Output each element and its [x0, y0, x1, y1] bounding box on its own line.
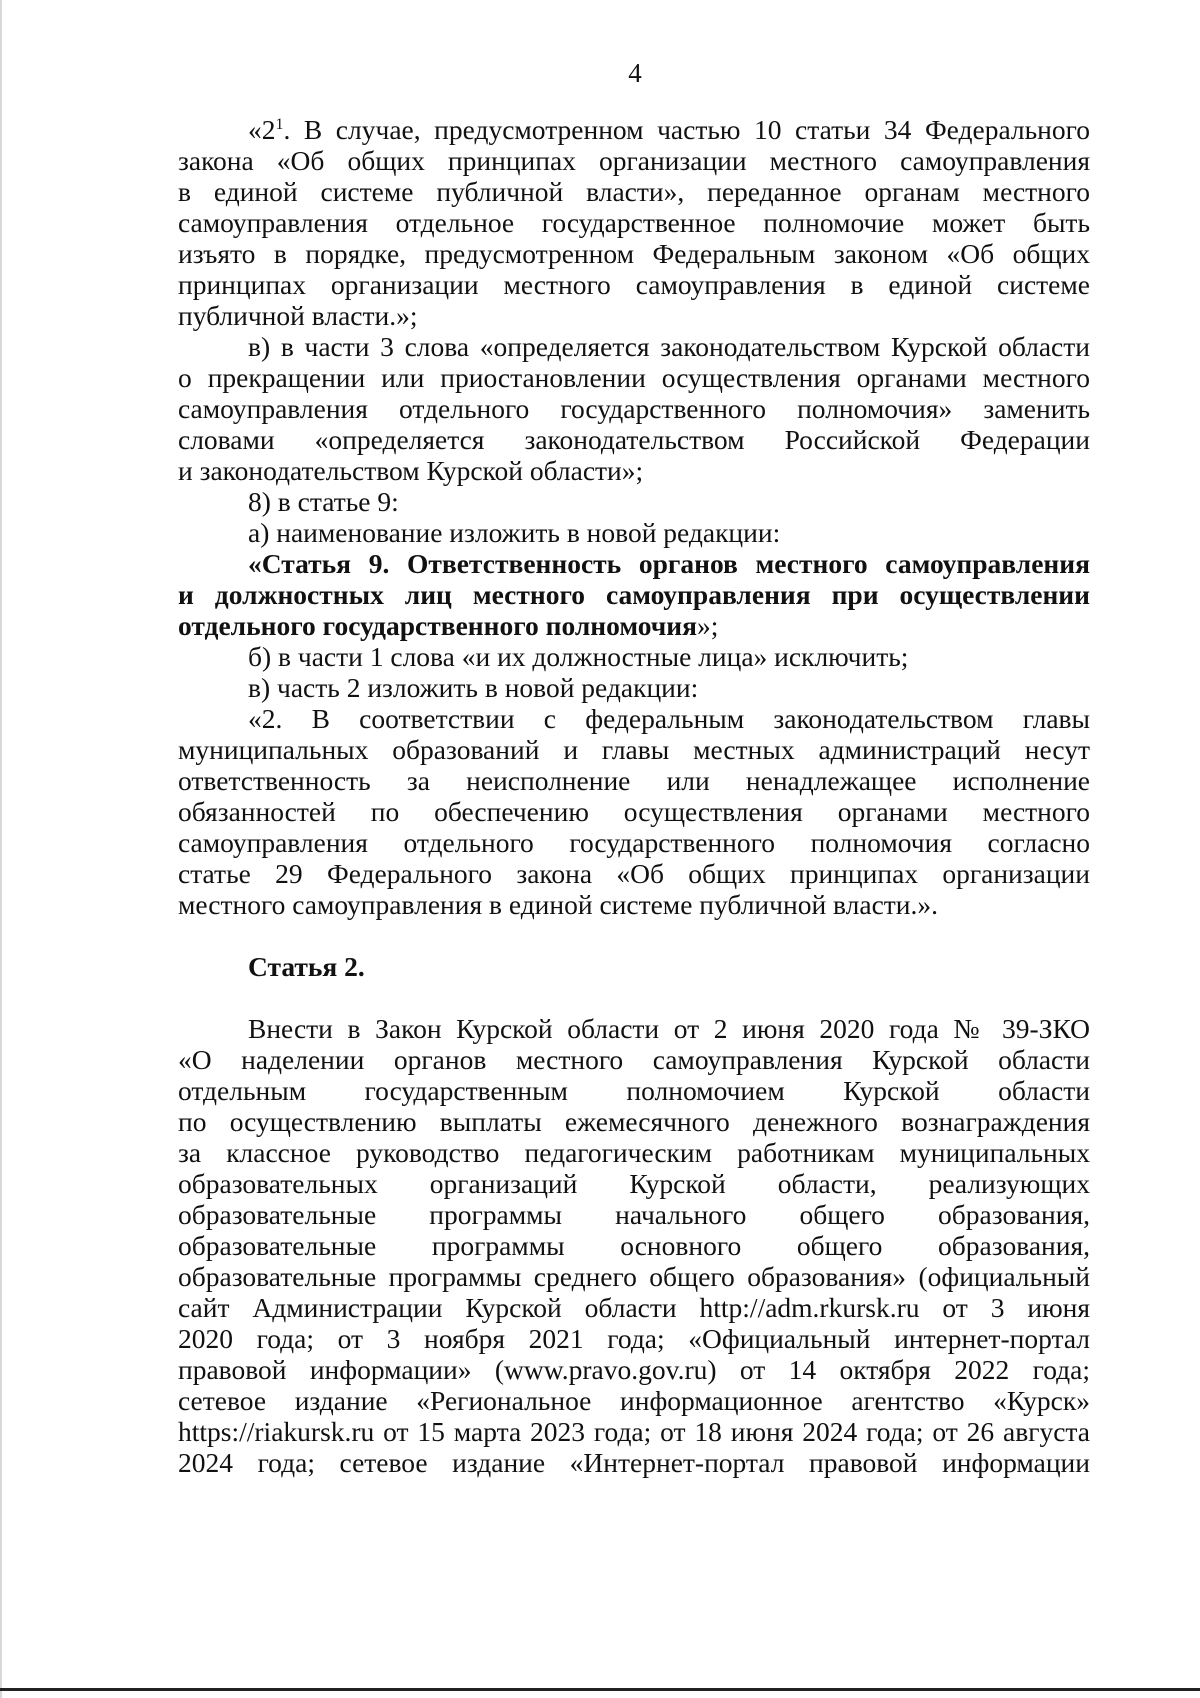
text-line: 2024 года; сетевое издание «Интернет-портал правовой информации [178, 1447, 1090, 1478]
article-heading-line: «Статья 9. Ответственность органов местного самоуправления [248, 548, 1090, 579]
text-line: 8) в статье 9: [248, 486, 399, 517]
text-line: муниципальных образований и главы местных администраций несут [178, 734, 1090, 765]
article-heading-line: отдельного государственного полномочия»; [178, 610, 719, 641]
article-title: Статья 2. [248, 951, 365, 982]
text-line: б) в части 1 слова «и их должностные лица» исключить; [248, 641, 909, 672]
text-line: закона «Об общих принципах организации местного самоуправления [178, 145, 1090, 176]
text-line: образовательных организаций Курской области, реализующих [178, 1168, 1090, 1199]
text-line: в) в части 3 слова «определяется законодательством Курской области [248, 331, 1090, 362]
scan-bottom-edge [0, 1688, 1200, 1691]
text-line: сайт Администрации Курской области http://adm.rkursk.ru от 3 июня [178, 1292, 1090, 1323]
text-line: самоуправления отдельного государственного полномочия согласно [178, 827, 1090, 858]
text-line: отдельным государственным полномочием Курской области [178, 1075, 1090, 1106]
text-line: «$2^1$. В случае, предусмотренном частью 10 статьи 34 Федерального [248, 114, 1090, 145]
text-line: обязанностей по обеспечению осуществления органами местного [178, 796, 1090, 827]
article-heading-line: и должностных лиц местного самоуправления при осуществлении [178, 579, 1090, 610]
scan-edge [0, 0, 2, 1698]
text-line: по осуществлению выплаты ежемесячного денежного вознаграждения [178, 1106, 1090, 1137]
text-line: за классное руководство педагогическим работникам муниципальных [178, 1137, 1090, 1168]
text-line: принципах организации местного самоуправления в единой системе [178, 269, 1090, 300]
text-line: изъято в порядке, предусмотренном Федеральным законом «Об общих [178, 238, 1090, 269]
text-line: образовательные программы основного общего образования, [178, 1230, 1090, 1261]
text-line: «О наделении органов местного самоуправления Курской области [178, 1044, 1090, 1075]
superscript: 1 [275, 115, 284, 133]
text-line: в единой системе публичной власти», переданное органам местного [178, 176, 1090, 207]
text-line: самоуправления отдельное государственное полномочие может быть [178, 207, 1090, 238]
text-line: о прекращении или приостановлении осуществления органами местного [178, 362, 1090, 393]
text-line: а) наименование изложить в новой редакции: [248, 517, 781, 548]
text-line: правовой информации» (www.pravo.gov.ru) от 14 октября 2022 года; [178, 1354, 1090, 1385]
page-number: 4 [628, 58, 642, 88]
text-line: образовательные программы начального общего образования, [178, 1199, 1090, 1230]
text-line: публичной власти.»; [178, 300, 418, 331]
text-line: 2020 года; от 3 ноября 2021 года; «Официальный интернет-портал [178, 1323, 1090, 1354]
text-line: Внести в Закон Курской области от 2 июня 2020 года № 39-ЗКО [248, 1013, 1090, 1044]
text-line: в) часть 2 изложить в новой редакции: [248, 672, 699, 703]
text-line: сетевое издание «Региональное информационное агентство «Курск» [178, 1385, 1090, 1416]
text-line: словами «определяется законодательством Российской Федерации [178, 424, 1090, 455]
text-line: образовательные программы среднего общего образования» (официальный [178, 1261, 1090, 1292]
text-line: статье 29 Федерального закона «Об общих принципах организации [178, 858, 1090, 889]
text-line: местного самоуправления в единой системе публичной власти.». [178, 889, 939, 920]
text-line: и законодательством Курской области»; [178, 455, 644, 486]
text-line: самоуправления отдельного государственного полномочия» заменить [178, 393, 1090, 424]
text-line: ответственность за неисполнение или ненадлежащее исполнение [178, 765, 1090, 796]
text-line: https://riakursk.ru от 15 марта 2023 года; от 18 июня 2024 года; от 26 августа [178, 1416, 1090, 1447]
text-line: «2. В соответствии с федеральным законодательством главы [248, 703, 1090, 734]
